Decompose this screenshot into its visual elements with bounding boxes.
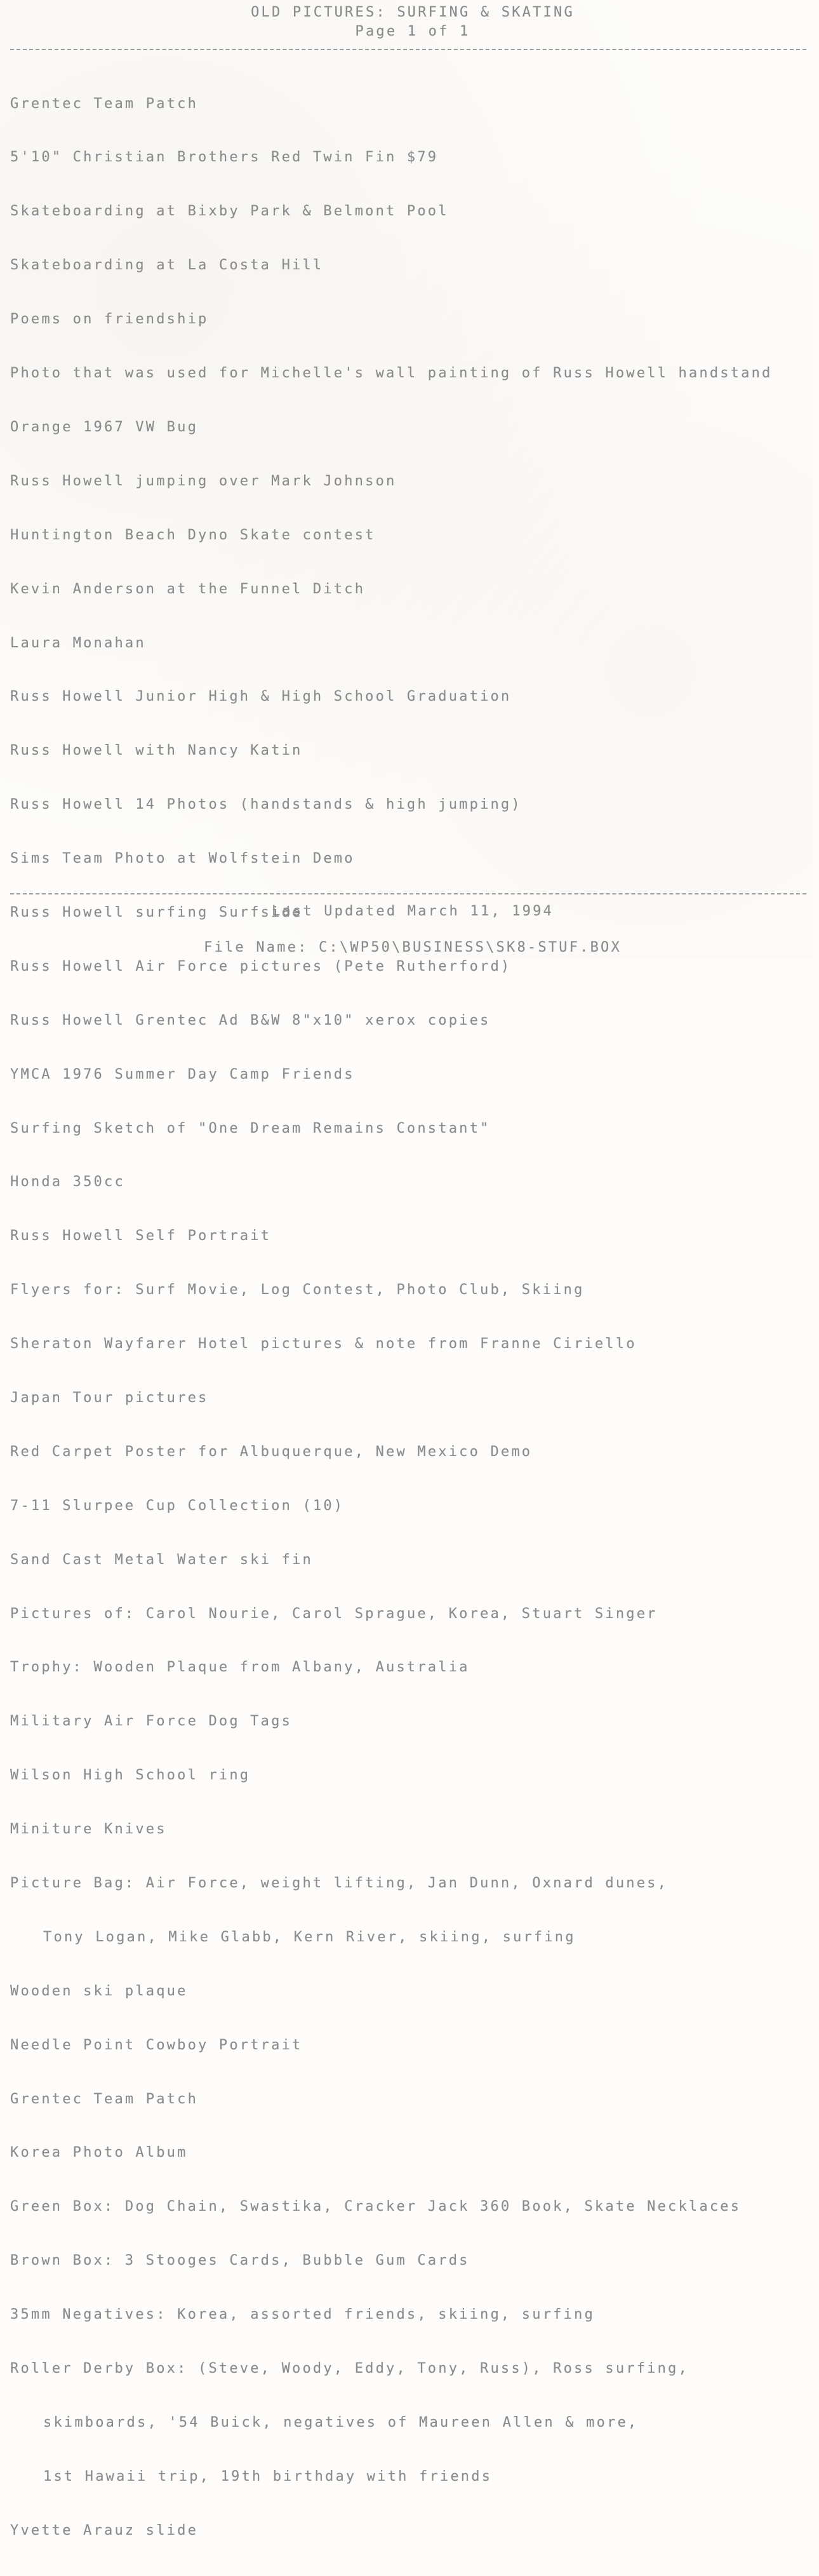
inventory-list [10,59,773,2576]
list-item: Russ Howell Self Portrait [10,1228,272,1244]
list-item: Picture Bag: Air Force, weight lifting, Jan Dunn, Oxnard dunes, [10,1875,669,1891]
list-item: Brown Box: 3 Stooges Cards, Bubble Gum Cards [10,2253,470,2269]
list-item: 5'10" Christian Brothers Red Twin Fin $79 [10,149,439,166]
list-item: Miniture Knives [10,1821,167,1838]
list-item: 7-11 Slurpee Cup Collection (10) [10,1497,345,1514]
list-item-continuation: Tony Logan, Mike Glabb, Kern River, skiing, surfing [43,1929,576,1945]
list-item: Russ Howell 14 Photos (handstands & high jumping) [10,797,522,813]
list-item: Laura Monahan [10,635,146,651]
list-item: Wilson High School ring [10,1767,251,1784]
list-item: Flyers for: Surf Movie, Log Contest, Photo Club, Skiing [10,1282,585,1298]
list-item: Wooden ski plaque [10,1983,188,1999]
list-item: Sand Cast Metal Water ski fin [10,1551,313,1568]
list-item: Huntington Beach Dyno Skate contest [10,527,376,543]
list-item: Grentec Team Patch [10,2091,199,2107]
top-divider [10,49,806,50]
list-item-continuation: skimboards, '54 Buick, negatives of Maureen Allen & more, [43,2414,639,2431]
file-name: File Name: C:\WP50\BUSINESS\SK8-STUF.BOX [204,940,622,955]
list-item: Trophy: Wooden Plaque from Albany, Australia [10,1659,470,1676]
list-item: Pictures of: Carol Nourie, Carol Sprague, Korea, Stuart Singer [10,1605,658,1622]
document-title: OLD PICTURES: SURFING & SKATING [251,4,575,20]
list-item: Red Carpet Poster for Albuquerque, New Mexico Demo [10,1443,533,1460]
bottom-divider [10,893,806,894]
list-item: Yvette Arauz slide [10,2522,199,2539]
list-item: Orange 1967 VW Bug [10,419,199,435]
list-item: Roller Derby Box: (Steve, Woody, Eddy, Tony, Russ), Ross surfing, [10,2361,689,2377]
list-item: Sheraton Wayfarer Hotel pictures & note from Franne Ciriello [10,1336,637,1352]
list-item: Grentec Team Patch [10,95,199,112]
list-item: Kevin Anderson at the Funnel Ditch [10,581,366,597]
list-item: 35mm Negatives: Korea, assorted friends, skiing, surfing [10,2307,595,2323]
list-item: Skateboarding at La Costa Hill [10,257,324,274]
list-item: Russ Howell with Nancy Katin [10,743,303,759]
list-item: YMCA 1976 Summer Day Camp Friends [10,1066,355,1082]
list-item: Russ Howell jumping over Mark Johnson [10,473,397,489]
list-item: Japan Tour pictures [10,1389,209,1406]
list-item: Korea Photo Album [10,2145,188,2161]
list-item: Honda 350cc [10,1174,125,1190]
list-item: Surfing Sketch of "One Dream Remains Constant" [10,1120,491,1136]
last-updated: Last Updated March 11, 1994 [271,903,554,919]
list-item: Photo that was used for Michelle's wall painting of Russ Howell handstand [10,365,773,382]
list-item: Russ Howell Grentec Ad B&W 8"x10" xerox copies [10,1012,491,1028]
list-item: Russ Howell surfing Surfside [10,904,303,920]
list-item: Sims Team Photo at Wolfstein Demo [10,851,355,867]
page-number: Page 1 of 1 [355,24,470,39]
list-item: Poems on friendship [10,311,209,328]
list-item-continuation: 1st Hawaii trip, 19th birthday with friends [43,2468,493,2485]
list-item: Russ Howell Air Force pictures (Pete Rutherford) [10,958,512,974]
list-item: Military Air Force Dog Tags [10,1713,293,1730]
list-item: Green Box: Dog Chain, Swastika, Cracker Jack 360 Book, Skate Necklaces [10,2199,742,2215]
list-item: Russ Howell Junior High & High School Graduation [10,689,512,705]
list-item: Skateboarding at Bixby Park & Belmont Pool [10,203,449,220]
list-item: Needle Point Cowboy Portrait [10,2037,303,2053]
